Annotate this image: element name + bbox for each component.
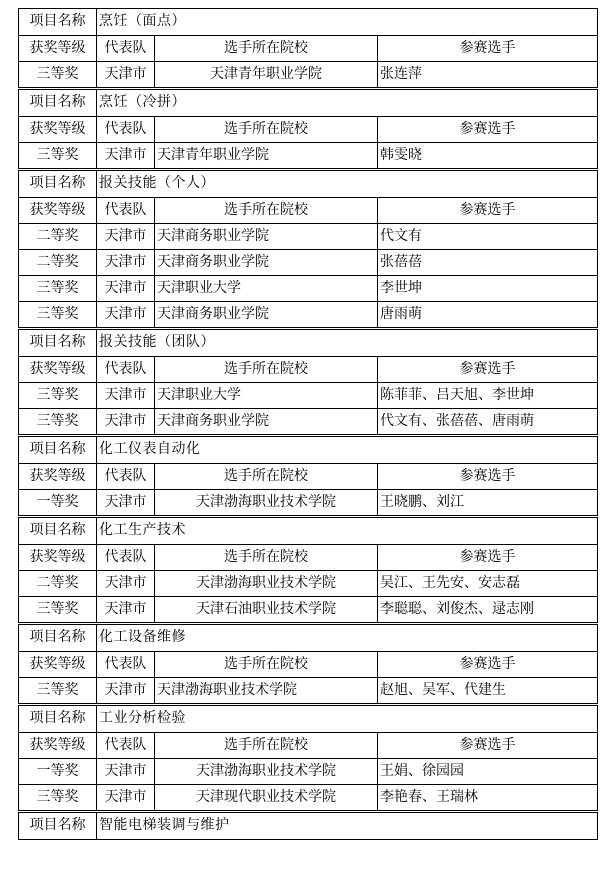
header-school: 选手所在院校: [154, 464, 377, 489]
header-row: [19, 116, 597, 142]
header-team: 代表队: [96, 652, 154, 677]
players: 韩雯晓: [377, 143, 597, 168]
project-label: 项目名称: [29, 94, 86, 110]
players: 王娟、徐园园: [377, 759, 597, 784]
header-level: 获奖等级: [29, 121, 86, 137]
project-label: 项目名称: [29, 175, 86, 191]
table-row: [19, 758, 597, 784]
header-players: 参赛选手: [377, 733, 597, 758]
header-team: 代表队: [96, 198, 154, 223]
header-row: [19, 651, 597, 677]
players: 李世坤: [377, 276, 597, 301]
award-level: 二等奖: [36, 575, 79, 591]
header-row: [19, 356, 597, 382]
project-name: 烹饪（冷拼）: [96, 90, 597, 116]
header-players: 参赛选手: [377, 545, 597, 570]
header-team: 代表队: [96, 733, 154, 758]
school: 天津渤海职业技术学院: [154, 571, 377, 596]
team: 天津市: [96, 785, 154, 810]
project-name: 化工仪表自动化: [96, 437, 597, 463]
school: 天津职业大学: [154, 383, 377, 408]
header-row: [19, 197, 597, 223]
players: 赵旭、吴军、代建生: [377, 678, 597, 703]
award-level: 一等奖: [36, 763, 79, 779]
table-row: [19, 142, 597, 168]
school: 天津职业大学: [154, 276, 377, 301]
project-title-row: [19, 90, 597, 116]
project-block: [18, 8, 598, 88]
team: 天津市: [96, 409, 154, 434]
project-title-row: [19, 437, 597, 463]
header-team: 代表队: [96, 117, 154, 142]
school: 天津商务职业学院: [154, 409, 377, 434]
school: 天津渤海职业技术学院: [154, 759, 377, 784]
award-level: 三等奖: [36, 789, 79, 805]
project-label: 项目名称: [29, 334, 86, 350]
table-row: [19, 489, 597, 515]
project-name: 化工生产技术: [96, 518, 597, 544]
header-players: 参赛选手: [377, 36, 597, 61]
school: 天津青年职业学院: [154, 62, 377, 87]
project-label: 项目名称: [29, 710, 86, 726]
table-row: [19, 223, 597, 249]
header-team: 代表队: [96, 464, 154, 489]
project-name: 报关技能（团队）: [96, 330, 597, 356]
header-school: 选手所在院校: [154, 357, 377, 382]
project-block: [18, 436, 598, 516]
award-level: 三等奖: [36, 682, 79, 698]
header-players: 参赛选手: [377, 357, 597, 382]
header-level: 获奖等级: [29, 737, 86, 753]
team: 天津市: [96, 759, 154, 784]
team: 天津市: [96, 383, 154, 408]
project-label: 项目名称: [29, 629, 86, 645]
team: 天津市: [96, 143, 154, 168]
team: 天津市: [96, 62, 154, 87]
project-name: 报关技能（个人）: [96, 171, 597, 197]
project-label: 项目名称: [29, 817, 86, 833]
table-row: [19, 784, 597, 810]
project-name: 工业分析检验: [96, 706, 597, 732]
header-players: 参赛选手: [377, 198, 597, 223]
project-block: [18, 329, 598, 435]
header-level: 获奖等级: [29, 549, 86, 565]
header-players: 参赛选手: [377, 464, 597, 489]
header-school: 选手所在院校: [154, 652, 377, 677]
header-level: 获奖等级: [29, 656, 86, 672]
project-label: 项目名称: [29, 522, 86, 538]
header-row: [19, 544, 597, 570]
players: 张连萍: [377, 62, 597, 87]
team: 天津市: [96, 490, 154, 515]
project-name: 化工设备维修: [96, 625, 597, 651]
project-title-row: [19, 813, 597, 839]
school: 天津商务职业学院: [154, 224, 377, 249]
award-level: 三等奖: [36, 387, 79, 403]
award-level: 三等奖: [36, 306, 79, 322]
project-block: [18, 705, 598, 811]
award-table: [18, 8, 598, 840]
project-title-row: [19, 706, 597, 732]
project-label: 项目名称: [29, 13, 86, 29]
project-title-row: [19, 518, 597, 544]
award-level: 三等奖: [36, 66, 79, 82]
project-name: 烹饪（面点）: [96, 9, 597, 35]
header-level: 获奖等级: [29, 202, 86, 218]
project-title-row: [19, 171, 597, 197]
players: 张蓓蓓: [377, 250, 597, 275]
team: 天津市: [96, 571, 154, 596]
project-title-row: [19, 625, 597, 651]
school: 天津石油职业技术学院: [154, 597, 377, 622]
award-level: 二等奖: [36, 228, 79, 244]
header-level: 获奖等级: [29, 361, 86, 377]
table-row: [19, 301, 597, 327]
award-level: 三等奖: [36, 601, 79, 617]
team: 天津市: [96, 250, 154, 275]
header-team: 代表队: [96, 545, 154, 570]
school: 天津青年职业学院: [154, 143, 377, 168]
header-school: 选手所在院校: [154, 545, 377, 570]
players: 代文有、张蓓蓓、唐雨萌: [377, 409, 597, 434]
award-level: 三等奖: [36, 280, 79, 296]
school: 天津渤海职业技术学院: [154, 678, 377, 703]
project-block: [18, 517, 598, 623]
school: 天津商务职业学院: [154, 250, 377, 275]
award-level: 二等奖: [36, 254, 79, 270]
team: 天津市: [96, 224, 154, 249]
award-level: 三等奖: [36, 147, 79, 163]
header-row: [19, 463, 597, 489]
header-level: 获奖等级: [29, 40, 86, 56]
table-row: [19, 275, 597, 301]
header-players: 参赛选手: [377, 117, 597, 142]
project-label: 项目名称: [29, 441, 86, 457]
players: 王晓鹏、刘江: [377, 490, 597, 515]
players: 代文有: [377, 224, 597, 249]
table-row: [19, 382, 597, 408]
table-row: [19, 249, 597, 275]
table-row: [19, 570, 597, 596]
award-level: 三等奖: [36, 413, 79, 429]
table-row: [19, 61, 597, 87]
team: 天津市: [96, 276, 154, 301]
team: 天津市: [96, 302, 154, 327]
players: 李聪聪、刘俊杰、逯志刚: [377, 597, 597, 622]
table-row: [19, 408, 597, 434]
award-level: 一等奖: [36, 494, 79, 510]
project-block: [18, 812, 598, 840]
team: 天津市: [96, 597, 154, 622]
header-row: [19, 732, 597, 758]
header-school: 选手所在院校: [154, 733, 377, 758]
header-team: 代表队: [96, 357, 154, 382]
table-row: [19, 596, 597, 622]
header-school: 选手所在院校: [154, 117, 377, 142]
players: 李艳春、王瑞林: [377, 785, 597, 810]
header-level: 获奖等级: [29, 468, 86, 484]
project-name: 智能电梯装调与维护: [96, 813, 597, 839]
header-school: 选手所在院校: [154, 36, 377, 61]
team: 天津市: [96, 678, 154, 703]
school: 天津渤海职业技术学院: [154, 490, 377, 515]
school: 天津商务职业学院: [154, 302, 377, 327]
players: 唐雨萌: [377, 302, 597, 327]
project-block: [18, 89, 598, 169]
players: 陈菲菲、吕天旭、李世坤: [377, 383, 597, 408]
school: 天津现代职业技术学院: [154, 785, 377, 810]
table-row: [19, 677, 597, 703]
header-row: [19, 35, 597, 61]
project-title-row: [19, 330, 597, 356]
header-school: 选手所在院校: [154, 198, 377, 223]
project-title-row: [19, 9, 597, 35]
project-block: [18, 170, 598, 328]
project-block: [18, 624, 598, 704]
header-players: 参赛选手: [377, 652, 597, 677]
header-team: 代表队: [96, 36, 154, 61]
players: 吴江、王先安、安志磊: [377, 571, 597, 596]
